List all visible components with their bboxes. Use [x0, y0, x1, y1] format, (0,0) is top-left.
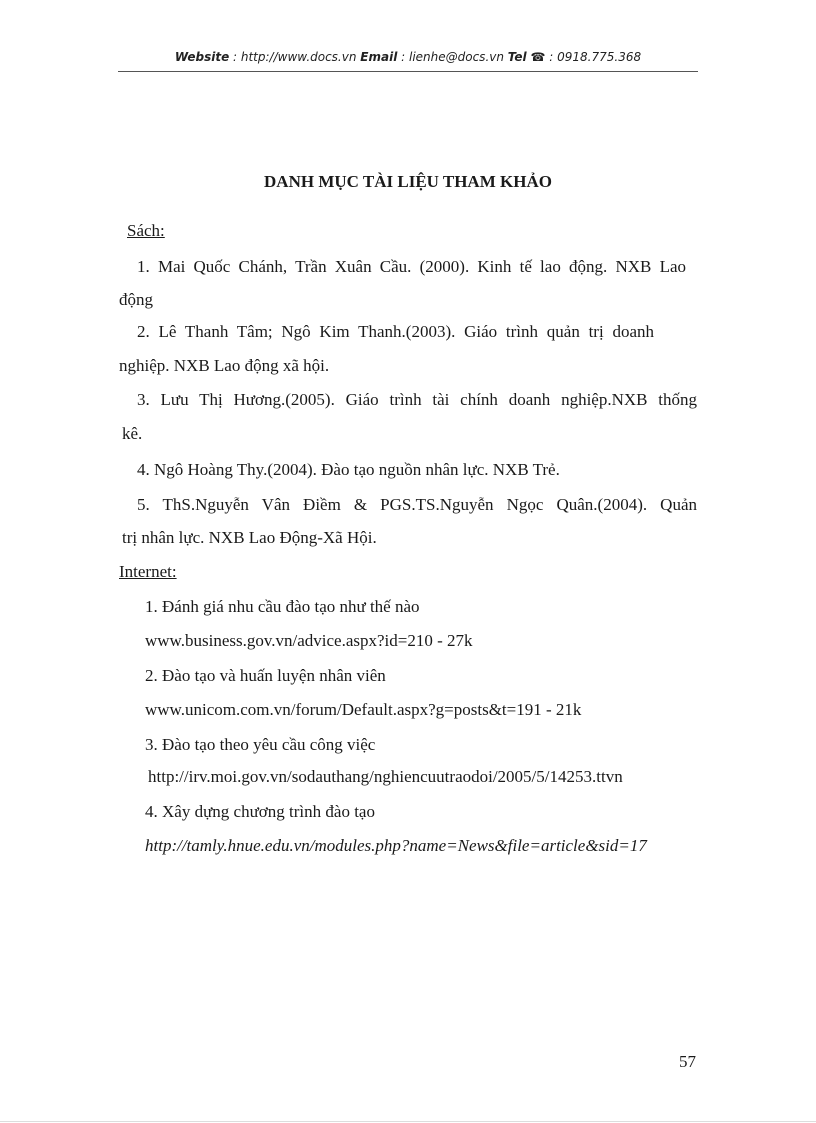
book-item-3-line2: kê. [122, 424, 143, 443]
page-title: DANH MỤC TÀI LIỆU THAM KHẢO [264, 172, 552, 191]
website-label: Website [174, 50, 230, 64]
internet-item-3-title: 3. Đào tạo theo yêu cầu công việc [145, 735, 376, 754]
page-bottom-edge [0, 1121, 816, 1122]
book-item-2-line2: nghiệp. NXB Lao động xã hội. [119, 356, 330, 375]
book-item-5-line1: 5. ThS.Nguyễn Vân Điềm & PGS.TS.Nguyễn Ngọc Quân.(2004). Quản [137, 495, 697, 514]
header-divider [118, 71, 698, 72]
tel-value: : 0918.775.368 [545, 50, 642, 64]
books-heading: Sách: [127, 221, 165, 240]
email-value[interactable]: : lienhe@docs.vn [397, 50, 508, 64]
book-item-3-line1: 3. Lưu Thị Hương.(2005). Giáo trình tài chính doanh nghiệp.NXB thống [137, 390, 697, 409]
book-item-4: 4. Ngô Hoàng Thy.(2004). Đào tạo nguồn nhân lực. NXB Trẻ. [137, 460, 560, 479]
book-item-1-line2: động [119, 290, 153, 309]
book-item-5-line2: trị nhân lực. NXB Lao Động-Xã Hội. [122, 528, 377, 547]
internet-item-1-title: 1. Đánh giá nhu cầu đào tạo như thế nào [145, 597, 420, 616]
internet-item-3-url[interactable]: http://irv.moi.gov.vn/sodauthang/nghiencuutraodoi/2005/5/14253.ttvn [148, 767, 623, 786]
internet-item-4-url[interactable]: http://tamly.hnue.edu.vn/modules.php?name=News&file=article&sid=17 [145, 836, 647, 855]
internet-item-4-title: 4. Xây dựng chương trình đào tạo [145, 802, 375, 821]
telephone-icon: ☎ [530, 50, 546, 64]
internet-item-2-title: 2. Đào tạo và huấn luyện nhân viên [145, 666, 386, 685]
page-header [118, 50, 698, 64]
email-label: Email [360, 50, 398, 64]
website-value[interactable]: : http://www.docs.vn [229, 50, 361, 64]
internet-item-1-url[interactable]: www.business.gov.vn/advice.aspx?id=210 - 27k [145, 631, 473, 650]
page-number: 57 [679, 1052, 696, 1071]
tel-label: Tel [507, 50, 527, 64]
internet-heading: Internet: [119, 562, 177, 581]
book-item-1-line1: 1. Mai Quốc Chánh, Trần Xuân Cầu. (2000). Kinh tế lao động. NXB Lao [137, 257, 686, 276]
internet-item-2-url[interactable]: www.unicom.com.vn/forum/Default.aspx?g=posts&t=191 - 21k [145, 700, 582, 719]
book-item-2-line1: 2. Lê Thanh Tâm; Ngô Kim Thanh.(2003). Giáo trình quản trị doanh [137, 322, 654, 341]
